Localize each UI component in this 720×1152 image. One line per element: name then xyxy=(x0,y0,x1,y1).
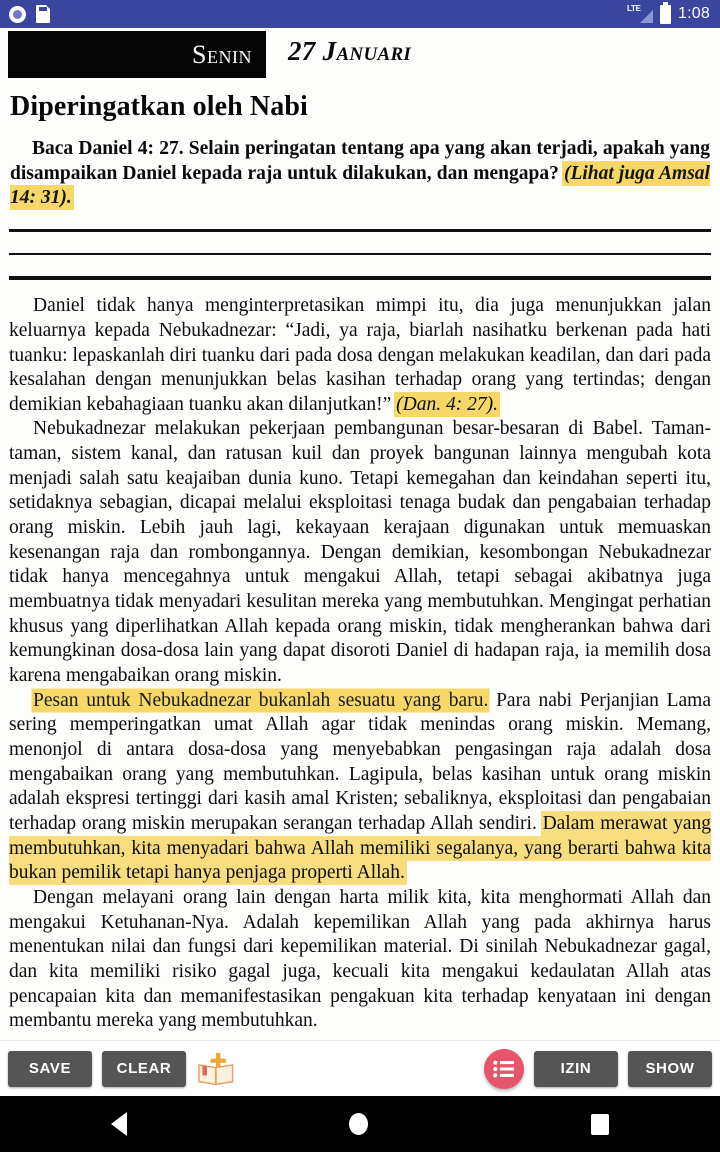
home-circle-icon[interactable] xyxy=(349,1113,368,1135)
paragraph-1-text: Daniel tidak hanya menginterpretasikan mimpi itu, dia juga menunjukkan jalan keluarnya kepada Nebukadnezar: “Jadi, ya raja, biarlah nasihatku berkenan pada hati tuanku: lepaskanlah diri tuanku dari pada dosa dengan melakukan keadilan, dan dari pada kesalahan dengan menunjukkan belas kasihan terhadap orang yang tertindas; dengan demikian kebahagiaan tuanku akan dilanjutkan!” xyxy=(9,295,711,415)
android-nav-bar xyxy=(0,1096,720,1152)
status-bar xyxy=(0,0,720,28)
paragraph-4: Dengan melayani orang lain dengan harta milik kita, kita menghormati Allah dan mengakui Ketuhanan-Nya. Adalah kepemilikan Allah yang pada akhirnya harus menentukan nilai dan fungsi dari kepemilikan material. Di sinilah Nebukadnezar gagal, dan kita memiliki risiko gagal juga, kecuali kita mengakui kedaulatan Allah atas pencapaian kita dan memanifestasikan pengakuan kita terhadap kenyataan ini dengan membantu mereka yang membutuhkan. xyxy=(9,886,711,1032)
page-title: Diperingatkan oleh Nabi xyxy=(10,91,308,122)
paragraph-1-citation: (Dan. 4: 27). xyxy=(396,393,498,415)
study-question xyxy=(10,137,710,211)
paragraph-1 xyxy=(9,294,711,417)
paragraph-3-text: Para nabi Perjanjian Lama sering memperingatkan umat Allah agar tidak menindas orang miskin. Memang, menonjol di antara dosa-dosa yang menyebabkan pengasingan raja adalah dosa mengabaikan orang yang membutuhkan. Lagipula, belas kasihan untuk orang miskin adalah ekspresi tertinggi dari kasih amal Kristen; sebaliknya, eksploitasi dan pengabaian terhadap orang miskin merupakan serangan terhadap Allah sendiri. xyxy=(9,689,711,834)
date-label: 27 Januari xyxy=(288,36,412,66)
record-icon xyxy=(9,6,26,23)
lesson-body xyxy=(9,294,711,1034)
day-header xyxy=(0,31,720,79)
lte-label: LTE xyxy=(627,3,641,13)
signal-bars xyxy=(640,10,653,23)
save-button[interactable]: SAVE xyxy=(8,1051,92,1087)
paragraph-3 xyxy=(9,689,711,886)
show-button[interactable]: SHOW xyxy=(628,1051,712,1087)
question-text: Baca Daniel 4: 27. Selain peringatan tentang apa yang akan terjadi, apakah yang disampaikan Daniel kepada raja untuk dilakukan, dan mengapa? xyxy=(10,138,710,184)
day-name-box xyxy=(8,31,266,78)
open-bible-with-cross-icon[interactable] xyxy=(196,1049,236,1089)
izin-button[interactable]: IZIN xyxy=(534,1051,618,1087)
answer-line[interactable] xyxy=(9,253,711,256)
battery-icon xyxy=(660,5,671,24)
list-menu-icon[interactable] xyxy=(484,1049,524,1089)
day-name: Senin xyxy=(192,39,252,69)
status-bar-clock: 1:08 xyxy=(678,5,710,22)
lesson-page xyxy=(0,28,720,1040)
sd-card-icon xyxy=(36,5,50,23)
question-reference: (Lihat juga Amsal 14: 31). xyxy=(10,162,710,209)
recents-square-icon[interactable] xyxy=(591,1114,609,1135)
lte-signal-icon xyxy=(627,5,653,24)
bottom-toolbar xyxy=(0,1040,720,1096)
paragraph-3-highlight-start: Pesan untuk Nebukadnezar bukanlah sesuatu yang baru. xyxy=(33,689,489,711)
back-triangle-icon[interactable] xyxy=(111,1112,127,1136)
answer-line[interactable] xyxy=(9,229,711,232)
paragraph-2: Nebukadnezar melakukan pekerjaan pembangunan besar-besaran di Babel. Taman-taman, sistem kanal, dan ratusan kuil dan proyek bangunan lainnya mengubah kota menjadi salah satu keajaiban dunia kuno. Tetapi kemegahan dan keindahan seperti itu, setidaknya sebagian, dicapai melalui eksploitasi tenaga budak dan pengabaian terhadap orang miskin. Lebih jauh lagi, kekayaan kerajaan digunakan untuk memuaskan kesenangan raja dan rombongannya. Dengan demikian, kesombongan Nebukadnezar tidak hanya mencegahnya untuk mengakui Allah, tetapi sebagai akibatnya juga membuatnya tidak menyadari kesulitan mereka yang membutuhkan. Mengingat perhatian khusus yang diperlihatkan Allah kepada orang miskin, tidak mengherankan bahwa dari kemungkinan dosa-dosa lain yang dapat disoroti Daniel di hadapan raja, ia memilih dosa karena mengabaikan orang miskin. xyxy=(9,418,711,687)
status-bar-left-icons xyxy=(9,5,50,23)
answer-line[interactable] xyxy=(9,276,711,280)
paragraph-3-highlight-end: Dalam merawat yang membutuhkan, kita menyadari bahwa Allah memiliki segalanya, yang berarti bahwa kita bukan pemilik tetapi hanya penjaga properti Allah. xyxy=(9,812,711,884)
answer-rule-lines[interactable] xyxy=(9,229,711,281)
status-bar-right-icons xyxy=(627,5,710,24)
clear-button[interactable]: CLEAR xyxy=(102,1051,186,1087)
